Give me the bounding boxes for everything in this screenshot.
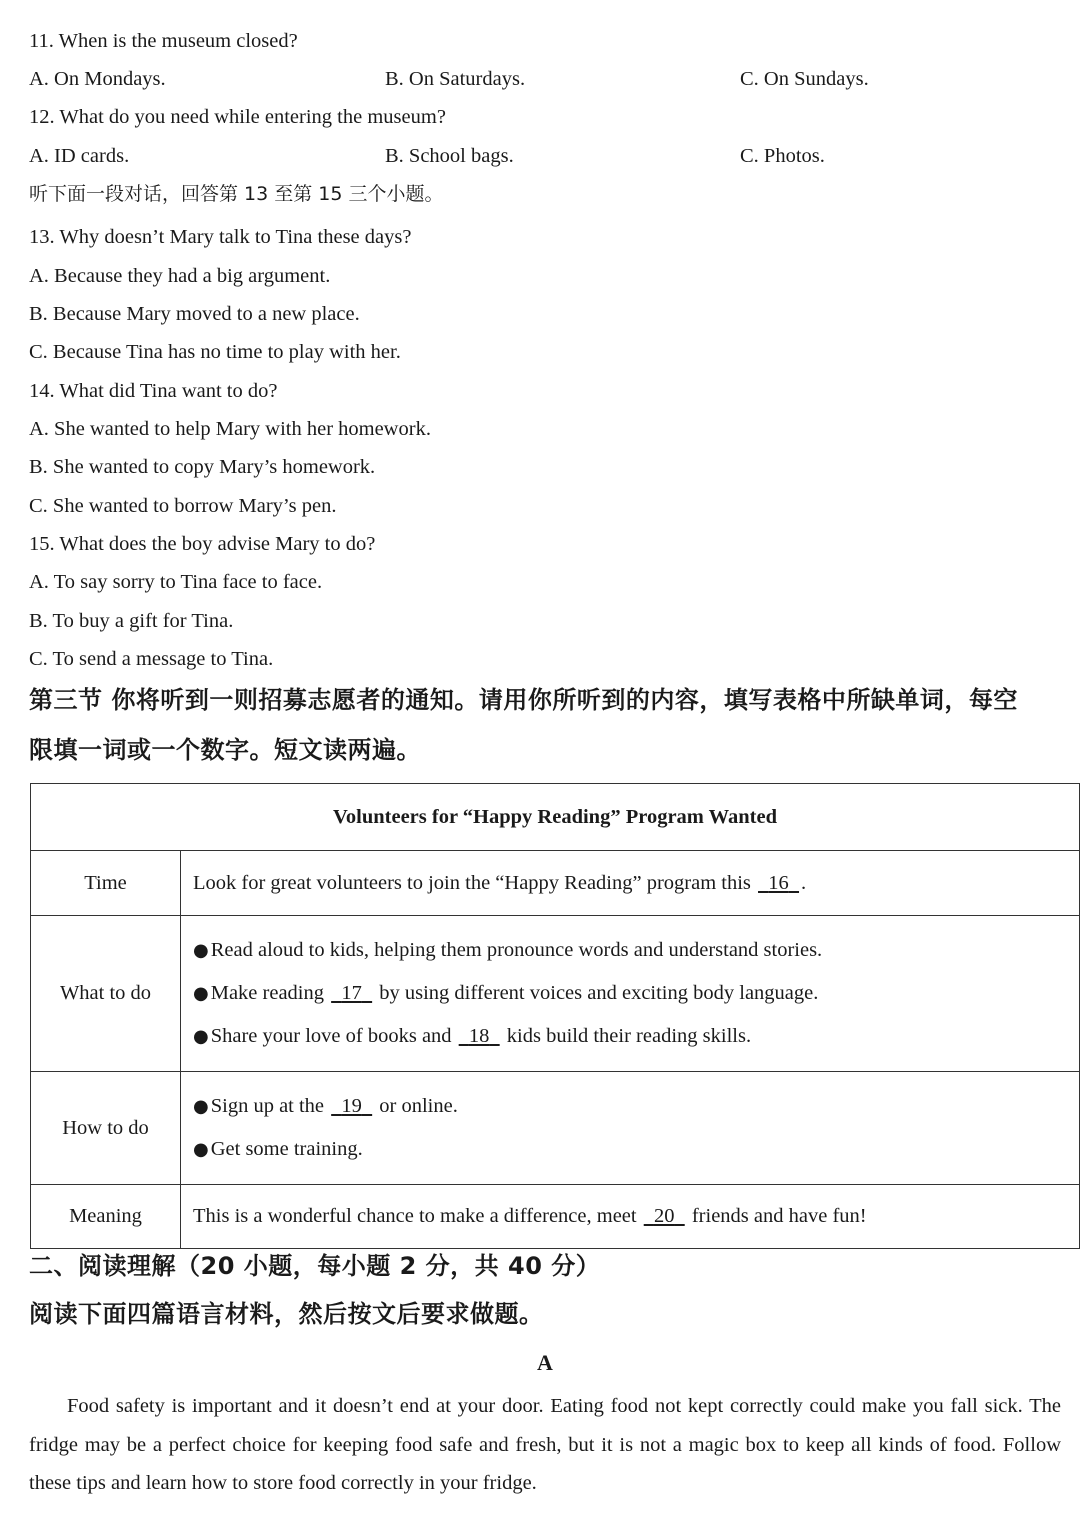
table-row-meaning	[31, 1185, 1080, 1249]
q14-option-a: A. She wanted to help Mary with her homework.	[29, 418, 431, 440]
row-label-meaning: Meaning	[31, 1185, 181, 1249]
time-end: .	[801, 871, 807, 894]
blank-18-number: 18	[468, 1025, 490, 1047]
q14-option-c: C. She wanted to borrow Mary’s pen.	[29, 495, 337, 517]
what-bullet-2-pre: Make reading	[210, 982, 330, 1004]
meaning-post: friends and have fun!	[686, 1205, 867, 1227]
row-content-how	[181, 1072, 1080, 1185]
q12-option-c: C. Photos.	[740, 145, 825, 167]
section3-instruction-line1: 第三节 你将听到一则招募志愿者的通知。请用你所听到的内容，填写表格中所缺单词，每空	[29, 686, 1018, 714]
blank-19-number: 19	[341, 1095, 362, 1117]
time-text: Look for great volunteers to join the “Happy Reading” program this	[193, 871, 757, 894]
passage-paragraph	[29, 1387, 1061, 1503]
table-row-what	[31, 916, 1080, 1072]
blank-16-number: 16	[768, 871, 789, 894]
what-bullet-2-post: by using different voices and exciting body language.	[374, 982, 819, 1004]
dialog-instruction: 听下面一段对话，回答第 13 至第 15 三个小题。	[29, 183, 444, 205]
question-13: 13. Why doesn’t Mary talk to Tina these days?	[29, 226, 412, 248]
q11-option-a: A. On Mondays.	[29, 68, 166, 90]
q15-option-a: A. To say sorry to Tina face to face.	[29, 571, 323, 593]
row-label-how: How to do	[31, 1072, 181, 1185]
what-bullet-1	[193, 929, 1078, 972]
q14-option-b: B. She wanted to copy Mary’s homework.	[29, 456, 376, 478]
row-label-what: What to do	[31, 916, 181, 1072]
bullet-icon: ●	[193, 983, 209, 1004]
blank-18	[457, 1025, 502, 1047]
q11-option-c: C. On Sundays.	[740, 68, 869, 90]
table-title-row	[31, 784, 1080, 851]
bullet-icon: ●	[193, 1139, 209, 1160]
bullet-icon: ●	[193, 1096, 209, 1117]
how-bullet-2	[193, 1128, 1078, 1171]
how-bullet-1	[193, 1085, 1078, 1128]
bullet-icon: ●	[193, 1026, 209, 1047]
q15-option-c: C. To send a message to Tina.	[29, 648, 274, 670]
question-11: 11. When is the museum closed?	[29, 30, 298, 52]
question-15: 15. What does the boy advise Mary to do?	[29, 533, 376, 555]
how-bullet-2-text: Get some training.	[210, 1138, 363, 1160]
what-bullet-2	[193, 972, 1078, 1015]
what-bullet-3-pre: Share your love of books and	[210, 1025, 457, 1047]
meaning-pre: This is a wonderful chance to make a difference, meet	[193, 1205, 642, 1227]
table-title: Volunteers for “Happy Reading” Program Wanted	[31, 784, 1080, 851]
q12-option-a: A. ID cards.	[29, 145, 130, 167]
blank-20-number: 20	[653, 1205, 675, 1227]
what-bullet-3	[193, 1015, 1078, 1058]
row-label-time: Time	[31, 851, 181, 916]
bullet-icon: ●	[193, 940, 209, 961]
row-content-what	[181, 916, 1080, 1072]
section3-instruction-line2: 限填一词或一个数字。短文读两遍。	[29, 736, 421, 764]
q15-option-b: B. To buy a gift for Tina.	[29, 610, 234, 632]
volunteer-table	[30, 783, 1080, 1249]
q12-option-b: B. School bags.	[385, 145, 514, 167]
blank-20	[642, 1205, 687, 1227]
what-bullet-1-text: Read aloud to kids, helping them pronounce words and understand stories.	[210, 939, 823, 961]
how-bullet-1-post: or online.	[374, 1095, 458, 1117]
part2-instruction: 阅读下面四篇语言材料，然后按文后要求做题。	[29, 1300, 544, 1328]
q13-option-c: C. Because Tina has no time to play with her.	[29, 341, 401, 363]
q13-option-a: A. Because they had a big argument.	[29, 265, 331, 287]
blank-19	[329, 1095, 374, 1117]
row-content-time	[181, 851, 1080, 916]
blank-17-number: 17	[341, 982, 362, 1004]
part2-heading: 二、阅读理解（20 小题，每小题 2 分，共 40 分）	[29, 1252, 601, 1280]
passage-title: A	[537, 1350, 553, 1375]
passage-text: Food safety is important and it doesn’t end at your door. Eating food not kept correctly could make you fall sick. The fridge may be a perfect choice for keeping food safe and fresh, but it is not a magic box to keep all kinds of food. Follow these tips and learn how to store food correctly in your fridge.	[29, 1395, 1061, 1494]
what-bullet-3-post: kids build their reading skills.	[501, 1025, 752, 1047]
row-content-meaning	[181, 1185, 1080, 1249]
table-row-how	[31, 1072, 1080, 1185]
table-row-time	[31, 851, 1080, 916]
q11-option-b: B. On Saturdays.	[385, 68, 526, 90]
question-14: 14. What did Tina want to do?	[29, 380, 278, 402]
q13-option-b: B. Because Mary moved to a new place.	[29, 303, 360, 325]
how-bullet-1-pre: Sign up at the	[210, 1095, 330, 1117]
question-12: 12. What do you need while entering the museum?	[29, 106, 446, 128]
blank-16	[756, 872, 801, 894]
blank-17	[329, 982, 374, 1004]
